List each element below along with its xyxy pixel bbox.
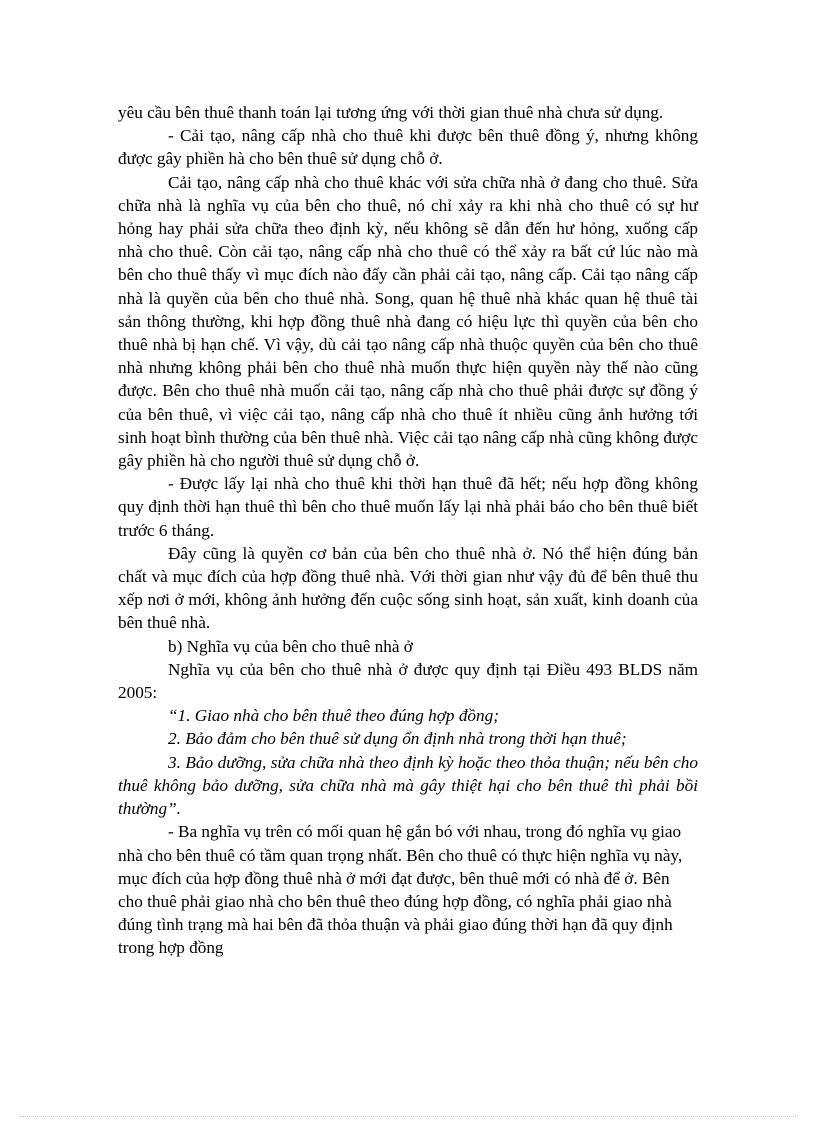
document-body xyxy=(118,101,698,960)
paragraph-continuation: yêu cầu bên thuê thanh toán lại tương ứng với thời gian thuê nhà chưa sử dụng. xyxy=(118,103,664,122)
paragraph-article-493: Nghĩa vụ của bên cho thuê nhà ở được quy định tại Điều 493 BLDS năm 2005: xyxy=(118,659,698,703)
page-bottom-divider xyxy=(20,1116,796,1117)
quote-item-1: “1. Giao nhà cho bên thuê theo đúng hợp đồng; xyxy=(168,706,499,726)
quote-item-2: 2. Bảo đảm cho bên thuê sử dụng ổn định nhà trong thời hạn thuê; xyxy=(168,729,627,749)
paragraph-renovation-right: - Cải tạo, nâng cấp nhà cho thuê khi được bên thuê đồng ý, nhưng không được gây phiền hà cho bên thuê sử dụng chỗ ở. xyxy=(118,126,698,169)
paragraph-obligations-relationship: - Ba nghĩa vụ trên có mối quan hệ gắn bó với nhau, trong đó nghĩa vụ giao nhà cho bên thuê có tầm quan trọng nhất. Bên cho thuê có thực hiện nghĩa vụ này, mục đích của hợp đồng thuê nhà ở mới đạt được, bên thuê mới có nhà để ở. Bên cho thuê phải giao nhà cho bên thuê theo đúng hợp đồng, có nghĩa phải giao nhà đúng tình trạng mà hai bên đã thỏa thuận và phải giao đúng thời hạn đã quy định trong hợp đồng xyxy=(118,822,683,958)
section-heading-obligations: b) Nghĩa vụ của bên cho thuê nhà ở xyxy=(168,636,413,656)
paragraph-renovation-explanation: Cải tạo, nâng cấp nhà cho thuê khác với sửa chữa nhà ở đang cho thuê. Sửa chữa nhà là nghĩa vụ của bên cho thuê, nó chỉ xảy ra khi nhà cho thuê có sự hư hỏng hay phải sửa chữa theo định kỳ, nếu không sẽ dẫn đến hư hỏng, xuống cấp nhà cho thuê. Còn cải tạo, nâng cấp nhà cho thuê có thể xảy ra bất cứ lúc nào mà bên cho thuê thấy vì mục đích nào đấy cần phải cải tạo, nâng cấp. Cải tạo nâng cấp nhà là quyền của bên cho thuê nhà. Song, quan hệ thuê nhà khác quan hệ thuê tài sản thông thường, khi hợp đồng thuê nhà đang có hiệu lực thì quyền của bên cho thuê nhà bị hạn chế. Vì vậy, dù cải tạo nâng cấp nhà thuộc quyền của bên cho thuê nhà nhưng không phải bên cho thuê nhà muốn thực hiện quyền này thế nào cũng được. Bên cho thuê nhà muốn cải tạo, nâng cấp nhà cho thuê phải được sự đồng ý của bên thuê, vì việc cải tạo, nâng cấp nhà cho thuê ít nhiều cũng ảnh hưởng tới sinh hoạt bình thường của bên thuê nhà. Việc cải tạo nâng cấp nhà cũng không được gây phiền hà cho người thuê sử dụng chỗ ở. xyxy=(118,172,698,471)
paragraph-reclaim-explanation: Đây cũng là quyền cơ bản của bên cho thuê nhà ở. Nó thể hiện đúng bản chất và mục đích của hợp đồng thuê nhà. Với thời gian như vậy đủ để bên thuê thu xếp nơi ở mới, không ảnh hưởng đến cuộc sống sinh hoạt, sản xuất, kinh doanh của bên thuê nhà. xyxy=(118,543,698,633)
quote-item-3: 3. Bảo dưỡng, sửa chữa nhà theo định kỳ hoặc theo thỏa thuận; nếu bên cho thuê không bảo dưỡng, sửa chữa nhà mà gây thiệt hại cho bên thuê thì phải bồi thường”. xyxy=(118,752,698,819)
paragraph-reclaim-right: - Được lấy lại nhà cho thuê khi thời hạn thuê đã hết; nếu hợp đồng không quy định thời hạn thuê thì bên cho thuê muốn lấy lại nhà phải báo cho bên thuê biết trước 6 tháng. xyxy=(118,474,698,540)
